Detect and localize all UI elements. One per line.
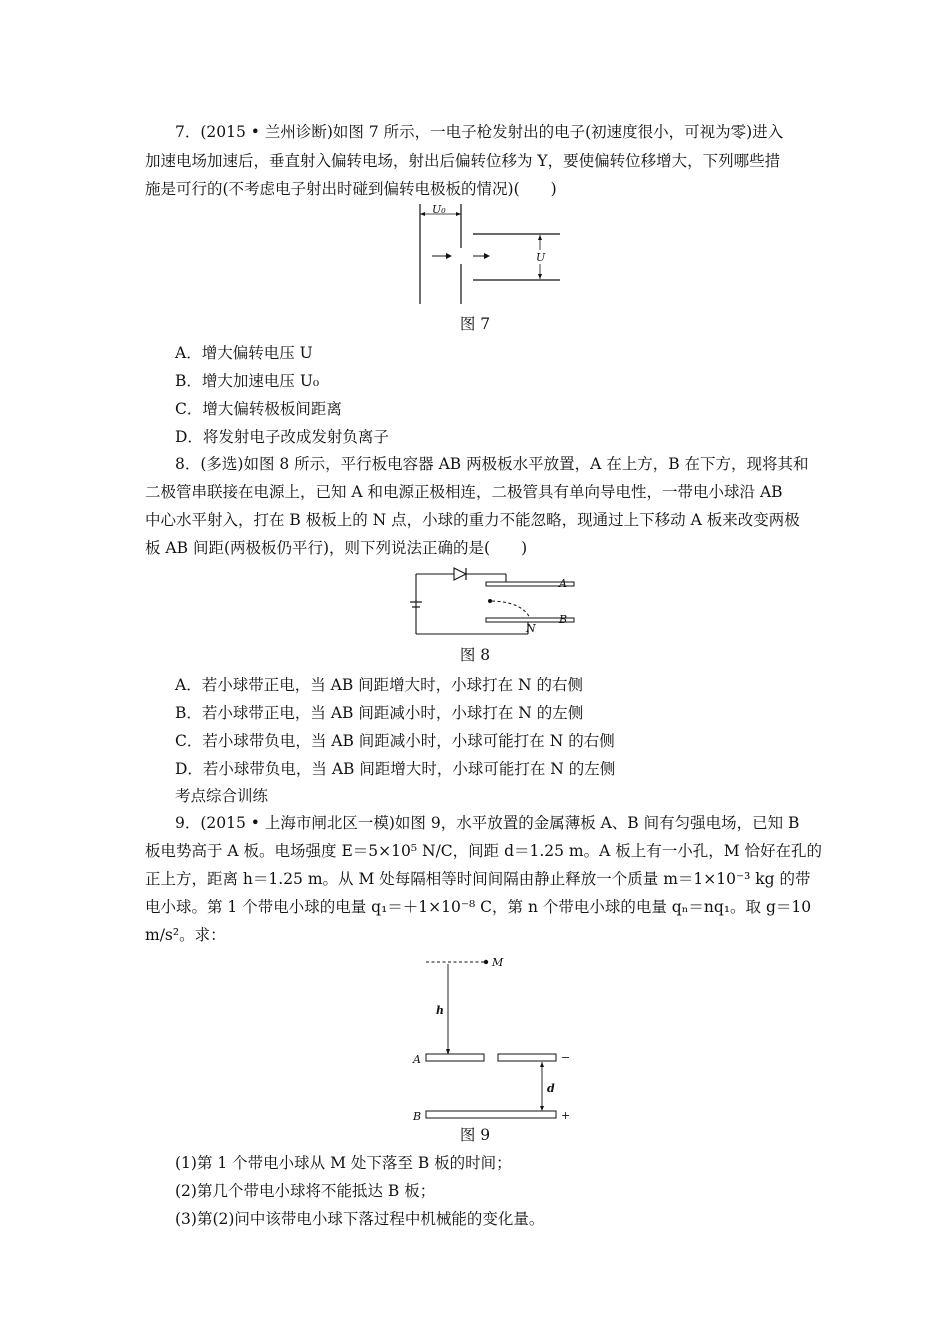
q7-option-b: B．增大加速电压 U₀ xyxy=(175,372,320,390)
q7-line-1: 7．(2015 • 兰州诊断)如图 7 所示，一电子枪发射出的电子(初速度很小，可视为零)进入 xyxy=(175,123,784,141)
fig7-label-u: U xyxy=(536,251,546,264)
q9-line-4: 电小球。第 1 个带电小球的电量 q₁＝＋1×10⁻⁸ C，第 n 个带电小球的电量 qₙ＝nq₁。取 g＝10 xyxy=(145,898,812,916)
figure-7 xyxy=(410,204,590,308)
fig9-label-m: M xyxy=(492,956,504,969)
fig8-label-n: N xyxy=(526,622,536,635)
fig9-label-b: B xyxy=(413,1110,422,1123)
q7-option-c: C．增大偏转极板间距离 xyxy=(175,400,342,418)
q9-line-2: 板电势高于 A 板。电场强度 E＝5×10⁵ N/C，间距 d＝1.25 m。A 板上有一小孔，M 恰好在孔的 xyxy=(145,842,823,860)
q9-sub-1: (1)第 1 个带电小球从 M 处下落至 B 板的时间； xyxy=(175,1154,512,1172)
fig9-label-d: d xyxy=(547,1082,555,1095)
fig8-label-b: B xyxy=(559,613,568,626)
section-title: 考点综合训练 xyxy=(175,787,269,805)
fig8-caption: 图 8 xyxy=(459,646,491,664)
q9-line-1: 9．(2015 • 上海市闸北区一模)如图 9，水平放置的金属薄板 A、B 间有匀强电场，已知 B xyxy=(175,814,800,832)
q7-line-2: 加速电场加速后，垂直射入偏转电场，射出后偏转位移为 Y，要使偏转位移增大，下列哪些措 xyxy=(145,152,781,170)
q8-option-d: D．若小球带负电，当 AB 间距增大时，小球可能打在 N 的左侧 xyxy=(175,760,616,778)
q8-option-c: C．若小球带负电，当 AB 间距减小时，小球可能打在 N 的右侧 xyxy=(175,732,615,750)
fig7-caption: 图 7 xyxy=(459,315,491,333)
q8-option-b: B．若小球带正电，当 AB 间距减小时，小球打在 N 的左侧 xyxy=(175,704,584,722)
fig9-caption: 图 9 xyxy=(459,1126,491,1144)
q9-line-5: m/s²。求： xyxy=(145,926,226,944)
q8-line-1: 8．(多选)如图 8 所示，平行板电容器 AB 两极板水平放置，A 在上方，B 在下方，现将其和 xyxy=(175,455,809,473)
fig7-label-u0: U₀ xyxy=(432,203,446,216)
fig8-label-a: A xyxy=(559,577,567,590)
q7-option-a: A．增大偏转电压 U xyxy=(175,344,313,362)
q7-option-d: D．将发射电子改成发射负离子 xyxy=(175,428,389,446)
q8-option-a: A．若小球带正电，当 AB 间距增大时，小球打在 N 的右侧 xyxy=(175,676,584,694)
q8-line-2: 二极管串联接在电源上，已知 A 和电源正极相连，二极管具有单向导电性，一带电小球沿 AB xyxy=(145,483,783,501)
q8-line-4: 板 AB 间距(两极板仍平行)，则下列说法正确的是( ) xyxy=(145,539,528,557)
figure-9 xyxy=(410,952,580,1123)
figure-8 xyxy=(410,564,580,640)
q9-line-3: 正上方，距离 h＝1.25 m。从 M 处每隔相等时间间隔由静止释放一个质量 m＝1×10⁻³ kg 的带 xyxy=(145,870,811,888)
q7-line-3: 施是可行的(不考虑电子射出时碰到偏转电极板的情况)( ) xyxy=(145,180,557,198)
q9-sub-3: (3)第(2)问中该带电小球下落过程中机械能的变化量。 xyxy=(175,1210,545,1228)
q9-sub-2: (2)第几个带电小球将不能抵达 B 板； xyxy=(175,1182,436,1200)
q8-line-3: 中心水平射入，打在 B 极板上的 N 点，小球的重力不能忽略，现通过上下移动 A 板来改变两极 xyxy=(145,511,800,529)
fig9-label-minus: − xyxy=(561,1051,571,1064)
fig9-label-h: h xyxy=(436,1004,444,1017)
fig9-label-a: A xyxy=(413,1053,421,1066)
fig9-label-plus: + xyxy=(561,1109,571,1122)
